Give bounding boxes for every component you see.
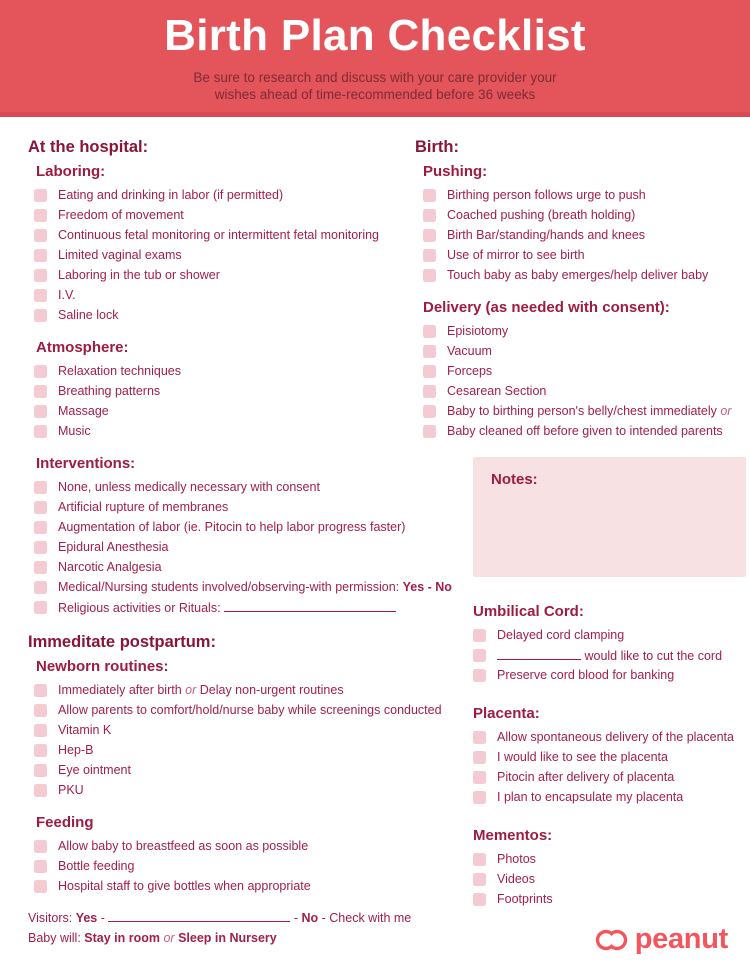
checkbox[interactable]: [34, 541, 47, 554]
check-item-label: Baby cleaned off before given to intended parents: [447, 424, 723, 438]
check-item: [34, 401, 415, 421]
check-item: [34, 421, 415, 441]
checkbox[interactable]: [34, 405, 47, 418]
page-subtitle: [0, 69, 750, 103]
check-item: [34, 537, 415, 557]
check-item-label: I plan to encapsulate my placenta: [497, 790, 684, 804]
check-item: [34, 836, 415, 856]
checkbox[interactable]: [34, 269, 47, 282]
check-item: [34, 517, 415, 537]
checkbox[interactable]: [473, 873, 486, 886]
check-item-label: I would like to see the placenta: [497, 750, 668, 764]
checkbox[interactable]: [423, 385, 436, 398]
check-item: [473, 889, 746, 909]
checkbox[interactable]: [473, 629, 486, 642]
text-segment: -: [290, 911, 302, 925]
check-item: [423, 421, 750, 441]
check-item-label: Laboring in the tub or shower: [58, 268, 220, 282]
checkbox[interactable]: [34, 365, 47, 378]
check-item: [473, 665, 746, 685]
check-item-label: Birth Bar/standing/hands and knees: [447, 228, 646, 242]
text-segment: Stay in room: [84, 931, 160, 945]
check-item-label: Eating and drinking in labor (if permitted): [58, 188, 284, 202]
check-item-label: Videos: [497, 872, 535, 886]
subsection-header: Mementos:: [473, 827, 553, 844]
text-segment: or: [720, 404, 732, 418]
text-segment: Baby to birthing person's belly/chest immediately: [447, 404, 721, 418]
check-item-label: Birthing person follows urge to push: [447, 188, 646, 202]
subsection-header: Feeding: [36, 814, 94, 831]
check-item-label: Cesarean Section: [447, 384, 547, 398]
check-item-label: Hep-B: [58, 743, 94, 757]
checkbox[interactable]: [473, 669, 486, 682]
footer-line: [28, 928, 415, 948]
check-item-label: [447, 404, 731, 418]
check-item: [473, 727, 746, 747]
checkbox[interactable]: [423, 365, 436, 378]
check-item: [473, 787, 746, 807]
check-item: [34, 477, 415, 497]
check-item-label: Vitamin K: [58, 723, 112, 737]
checkbox[interactable]: [34, 724, 47, 737]
check-item: [423, 205, 750, 225]
right-lower-block: [473, 457, 746, 909]
check-item: [473, 645, 746, 665]
checkbox[interactable]: [34, 880, 47, 893]
check-item-label: Continuous fetal monitoring or intermittent fetal monitoring: [58, 228, 379, 242]
notes-box: [473, 457, 746, 577]
check-item-label: Allow spontaneous delivery of the placenta: [497, 730, 734, 744]
checkbox[interactable]: [423, 189, 436, 202]
checkbox[interactable]: [34, 601, 47, 614]
left-column: [28, 130, 452, 948]
check-item: [423, 245, 750, 265]
check-item-label: Episiotomy: [447, 324, 509, 338]
check-item-label: Allow baby to breastfeed as soon as possible: [58, 839, 309, 853]
checkbox[interactable]: [34, 581, 47, 594]
text-segment: No: [301, 911, 319, 925]
check-item-label: Eye ointment: [58, 763, 131, 777]
check-item-label: Artificial rupture of membranes: [58, 500, 229, 514]
subsection-header: Pushing:: [423, 163, 488, 180]
check-item-label: PKU: [58, 783, 84, 797]
check-item-label: Epidural Anesthesia: [58, 540, 169, 554]
check-item: [34, 497, 415, 517]
check-item-label: Freedom of movement: [58, 208, 184, 222]
check-item-label: Breathing patterns: [58, 384, 161, 398]
checklist-items: [28, 185, 415, 325]
checkbox[interactable]: [34, 684, 47, 697]
checklist-items: [415, 185, 750, 285]
checkbox[interactable]: [473, 791, 486, 804]
check-item: [34, 780, 415, 800]
check-item-label: Massage: [58, 404, 109, 418]
check-item: [34, 557, 415, 577]
check-item-label: [497, 648, 722, 663]
checkbox[interactable]: [34, 189, 47, 202]
checkbox[interactable]: [423, 405, 436, 418]
checkbox[interactable]: [473, 649, 486, 662]
checkbox[interactable]: [34, 704, 47, 717]
text-segment: -: [97, 911, 109, 925]
check-item: [34, 305, 415, 325]
check-item: [473, 625, 746, 645]
checkbox[interactable]: [473, 731, 486, 744]
checkbox[interactable]: [423, 425, 436, 438]
checklist-items: [473, 625, 746, 685]
check-item: [34, 245, 415, 265]
text-segment: - Check with me: [318, 911, 412, 925]
check-item: [34, 225, 415, 245]
check-item: [423, 341, 750, 361]
checkbox[interactable]: [473, 751, 486, 764]
check-item: [34, 381, 415, 401]
check-item-label: [58, 600, 396, 615]
check-item: [423, 381, 750, 401]
check-item: [34, 856, 415, 876]
subtitle-line-2: wishes ahead of time-recommended before 36 weeks: [214, 87, 536, 102]
check-item: [473, 767, 746, 787]
checkbox[interactable]: [34, 784, 47, 797]
check-item-label: Delayed cord clamping: [497, 628, 625, 642]
checkbox[interactable]: [34, 209, 47, 222]
text-segment: Sleep in Nursery: [178, 931, 277, 945]
checkbox[interactable]: [423, 249, 436, 262]
check-item-label: Limited vaginal exams: [58, 248, 182, 262]
check-item-label: Preserve cord blood for banking: [497, 668, 675, 682]
check-item: [473, 849, 746, 869]
checklist-body: [0, 117, 750, 948]
checklist-items: [28, 361, 415, 441]
check-item: [34, 760, 415, 780]
check-item: [34, 597, 415, 617]
check-item: [34, 577, 452, 597]
check-item-label: Saline lock: [58, 308, 119, 322]
check-item: [34, 680, 415, 700]
check-item: [423, 185, 750, 205]
checkbox[interactable]: [34, 860, 47, 873]
text-segment: Religious activities or Rituals:: [58, 600, 225, 615]
checklist-items: [28, 477, 452, 617]
check-item-label: [58, 683, 344, 697]
subsection-header: Newborn routines:: [36, 658, 169, 675]
check-item-label: Allow parents to comfort/hold/nurse baby while screenings conducted: [58, 703, 442, 717]
check-item: [34, 205, 415, 225]
checklist-items: [28, 680, 442, 800]
check-item-label: Bottle feeding: [58, 859, 135, 873]
text-segment: Yes: [75, 911, 98, 925]
text-segment: or: [185, 683, 197, 697]
check-item-label: Pitocin after delivery of placenta: [497, 770, 675, 784]
check-item: [34, 361, 415, 381]
section-header: At the hospital:: [28, 138, 149, 156]
check-item-label: [58, 580, 452, 594]
check-item-label: Relaxation techniques: [58, 364, 181, 378]
subtitle-line-1: Be sure to research and discuss with your care provider your: [193, 70, 557, 85]
subsection-header: Delivery (as needed with consent):: [423, 299, 670, 316]
check-item-label: Coached pushing (breath holding): [447, 208, 636, 222]
check-item: [423, 225, 750, 245]
checkbox[interactable]: [34, 425, 47, 438]
subsection-header: Laboring:: [36, 163, 106, 180]
check-item-label: Narcotic Analgesia: [58, 560, 162, 574]
check-item-label: Photos: [497, 852, 536, 866]
notes-label: Notes:: [491, 471, 538, 488]
text-segment: Yes - No: [402, 580, 452, 594]
checkbox[interactable]: [34, 289, 47, 302]
checkbox[interactable]: [34, 744, 47, 757]
text-segment: would like to cut the cord: [581, 648, 723, 663]
checkbox[interactable]: [34, 481, 47, 494]
checkbox[interactable]: [34, 385, 47, 398]
check-item: [423, 361, 750, 381]
text-segment: Visitors:: [28, 911, 76, 925]
check-item: [34, 740, 415, 760]
check-item-label: Vacuum: [447, 344, 492, 358]
check-item: [473, 869, 746, 889]
section-header: Immeditate postpartum:: [28, 633, 216, 651]
checkbox[interactable]: [423, 209, 436, 222]
header-banner: [0, 0, 750, 117]
text-segment: or: [160, 931, 179, 945]
checkbox[interactable]: [423, 345, 436, 358]
check-item: [34, 876, 415, 896]
check-item-label: Touch baby as baby emerges/help deliver baby: [447, 268, 709, 282]
check-item-label: Hospital staff to give bottles when appropriate: [58, 879, 311, 893]
peanut-wordmark: peanut: [634, 923, 728, 955]
subsection-header: Placenta:: [473, 705, 540, 722]
check-item: [423, 321, 750, 341]
checklist-items: [473, 727, 746, 807]
section-header: Birth:: [415, 138, 459, 156]
check-item: [423, 265, 750, 285]
checkbox[interactable]: [423, 229, 436, 242]
peanut-logo: [593, 925, 728, 954]
checklist-items: [473, 849, 746, 909]
check-item-label: Use of mirror to see birth: [447, 248, 585, 262]
text-segment: Medical/Nursing students involved/observing-with permission:: [58, 580, 403, 594]
checkbox[interactable]: [34, 764, 47, 777]
text-segment: Immediately after birth: [58, 683, 186, 697]
check-item: [423, 401, 750, 421]
check-item: [34, 700, 442, 720]
fill-in-blank: [497, 648, 581, 660]
subsection-header: Umbilical Cord:: [473, 603, 584, 620]
check-item-label: Footprints: [497, 892, 553, 906]
checkbox[interactable]: [473, 853, 486, 866]
footer-lines: [28, 908, 415, 948]
checkbox[interactable]: [34, 309, 47, 322]
checkbox[interactable]: [423, 325, 436, 338]
check-item-label: Forceps: [447, 364, 493, 378]
peanut-icon: [593, 926, 630, 954]
checkbox[interactable]: [473, 893, 486, 906]
check-item-label: I.V.: [58, 288, 76, 302]
check-item: [34, 265, 415, 285]
checklist-items: [415, 321, 750, 441]
text-segment: Delay non-urgent routines: [196, 683, 344, 697]
checkbox[interactable]: [423, 269, 436, 282]
check-item-label: Music: [58, 424, 91, 438]
fill-in-blank: [224, 600, 396, 612]
check-item: [34, 720, 415, 740]
page-title: Birth Plan Checklist: [164, 11, 586, 60]
checkbox[interactable]: [34, 249, 47, 262]
subsection-header: Atmosphere:: [36, 339, 129, 356]
check-item: [34, 285, 415, 305]
text-segment: Baby will:: [28, 931, 85, 945]
check-item: [34, 185, 415, 205]
check-item: [473, 747, 746, 767]
checkbox[interactable]: [34, 229, 47, 242]
subsection-header: Interventions:: [36, 455, 136, 472]
checkbox[interactable]: [473, 771, 486, 784]
checkbox[interactable]: [34, 840, 47, 853]
checklist-items: [28, 836, 415, 896]
check-item-label: None, unless medically necessary with consent: [58, 480, 320, 494]
checkbox[interactable]: [34, 561, 47, 574]
check-item-label: Augmentation of labor (ie. Pitocin to help labor progress faster): [58, 520, 406, 534]
right-column: [415, 130, 750, 909]
fill-in-blank: [108, 910, 290, 922]
checkbox[interactable]: [34, 501, 47, 514]
checkbox[interactable]: [34, 521, 47, 534]
footer-line: [28, 908, 415, 928]
